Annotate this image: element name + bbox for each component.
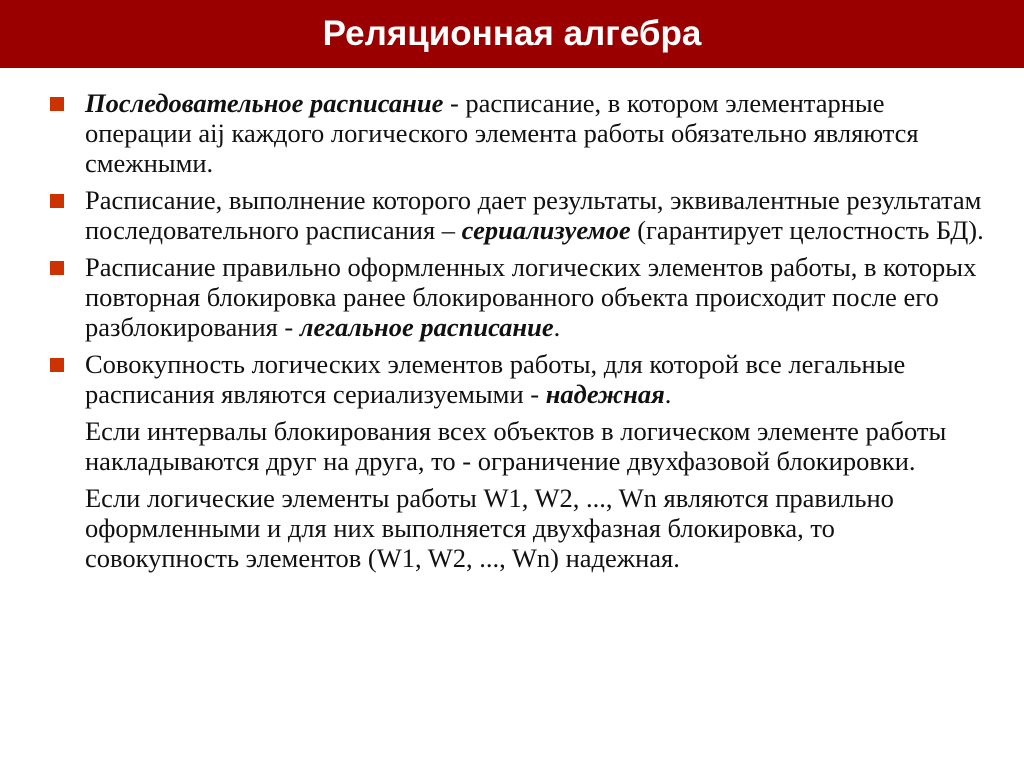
definition-text: - расписание, в котором элементарные операции aij каждого логического элемента работы обязательно являются смежными. bbox=[85, 88, 919, 178]
square-bullet-icon bbox=[50, 261, 64, 275]
term-serializable: сериализуемое bbox=[461, 215, 631, 245]
bullet-item-legal-schedule bbox=[48, 252, 988, 342]
definition-text: Расписание, выполнение которого дает результаты, эквивалентные результатам последовательного расписания – bbox=[85, 185, 982, 245]
sub-paragraph-two-phase-locking bbox=[48, 483, 988, 573]
bullet-item-sequential-schedule bbox=[48, 88, 988, 178]
bullet-item-serializable bbox=[48, 185, 988, 245]
slide-title: Реляционная алгебра bbox=[322, 14, 702, 53]
paragraph-text: Если интервалы блокирования всех объектов в логическом элементе работы накладываются друг на друга, то - ограничение двухфазовой блокировки. bbox=[85, 416, 947, 476]
definition-text: Совокупность логических элементов работы, для которой все легальные расписания являются сериализуемыми - bbox=[85, 349, 906, 409]
square-bullet-icon bbox=[50, 97, 64, 111]
slide-header bbox=[0, 0, 1024, 68]
paragraph-text: Если логические элементы работы W1, W2, ..., Wn являются правильно оформленными и для них выполняется двухфазная блокировка, то совокупность элементов (W1, W2, ..., Wn) надежная. bbox=[85, 483, 894, 573]
term-legal-schedule: легальное расписание bbox=[299, 312, 554, 342]
slide-body bbox=[48, 88, 988, 580]
square-bullet-icon bbox=[50, 358, 64, 372]
definition-text-tail: (гарантирует целостность БД). bbox=[630, 215, 984, 245]
square-bullet-icon bbox=[50, 194, 64, 208]
definition-text-tail: . bbox=[553, 312, 561, 342]
definition-text-tail: . bbox=[664, 379, 672, 409]
term-reliable: надежная bbox=[545, 379, 665, 409]
term-sequential-schedule: Последовательное расписание bbox=[85, 88, 444, 118]
sub-paragraph-two-phase-restriction bbox=[48, 416, 988, 476]
bullet-item-reliable bbox=[48, 349, 988, 409]
definition-text: Расписание правильно оформленных логических элементов работы, в которых повторная блокировка ранее блокированного объекта происходит после его разблокирования - bbox=[85, 252, 977, 342]
